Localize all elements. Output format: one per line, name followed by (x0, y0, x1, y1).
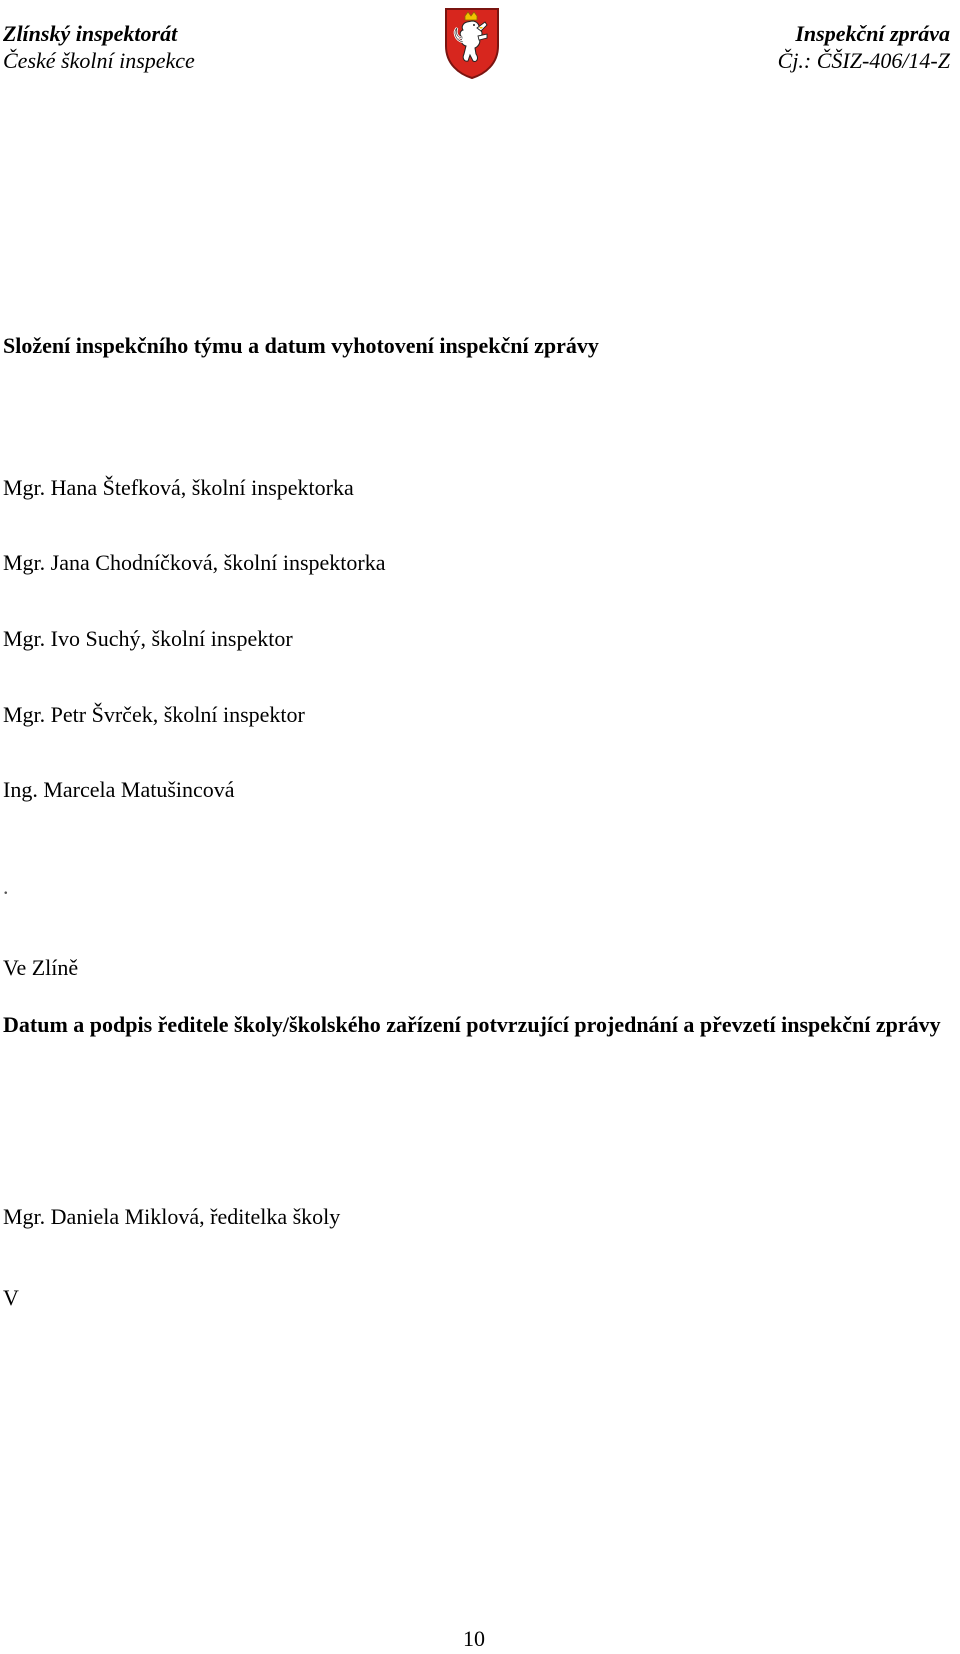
header-right (778, 20, 950, 74)
team-member: Mgr. Jana Chodníčková, školní inspektorka (3, 550, 386, 575)
team-member: Mgr. Hana Štefková, školní inspektorka (3, 475, 354, 500)
signature-heading: Datum a podpis ředitele školy/školského zařízení potvrzující projednání a převzetí inspekční zprávy (3, 1012, 941, 1037)
place-date: Ve Zlíně (3, 955, 79, 980)
team-member: Mgr. Ivo Suchý, školní inspektor (3, 626, 293, 651)
inspectorate-name: Zlínský inspektorát (3, 21, 178, 46)
team-member: Mgr. Petr Švrček, školní inspektor (3, 702, 305, 727)
dot-placeholder: . (3, 874, 9, 899)
czech-lion-coat-of-arms-icon (443, 6, 501, 80)
page-number: 10 (463, 1626, 485, 1651)
report-title: Inspekční zpráva (795, 21, 950, 46)
team-member: Ing. Marcela Matušincová (3, 777, 235, 802)
director-name: Mgr. Daniela Miklová, ředitelka školy (3, 1204, 341, 1229)
header-left (3, 20, 195, 74)
reference-number: Čj.: ČŠIZ-406/14-Z (777, 48, 950, 73)
v-mark: V (3, 1285, 19, 1310)
institution-name: České školní inspekce (3, 48, 195, 73)
section-heading: Složení inspekčního týmu a datum vyhotovení inspekční zprávy (3, 333, 599, 358)
